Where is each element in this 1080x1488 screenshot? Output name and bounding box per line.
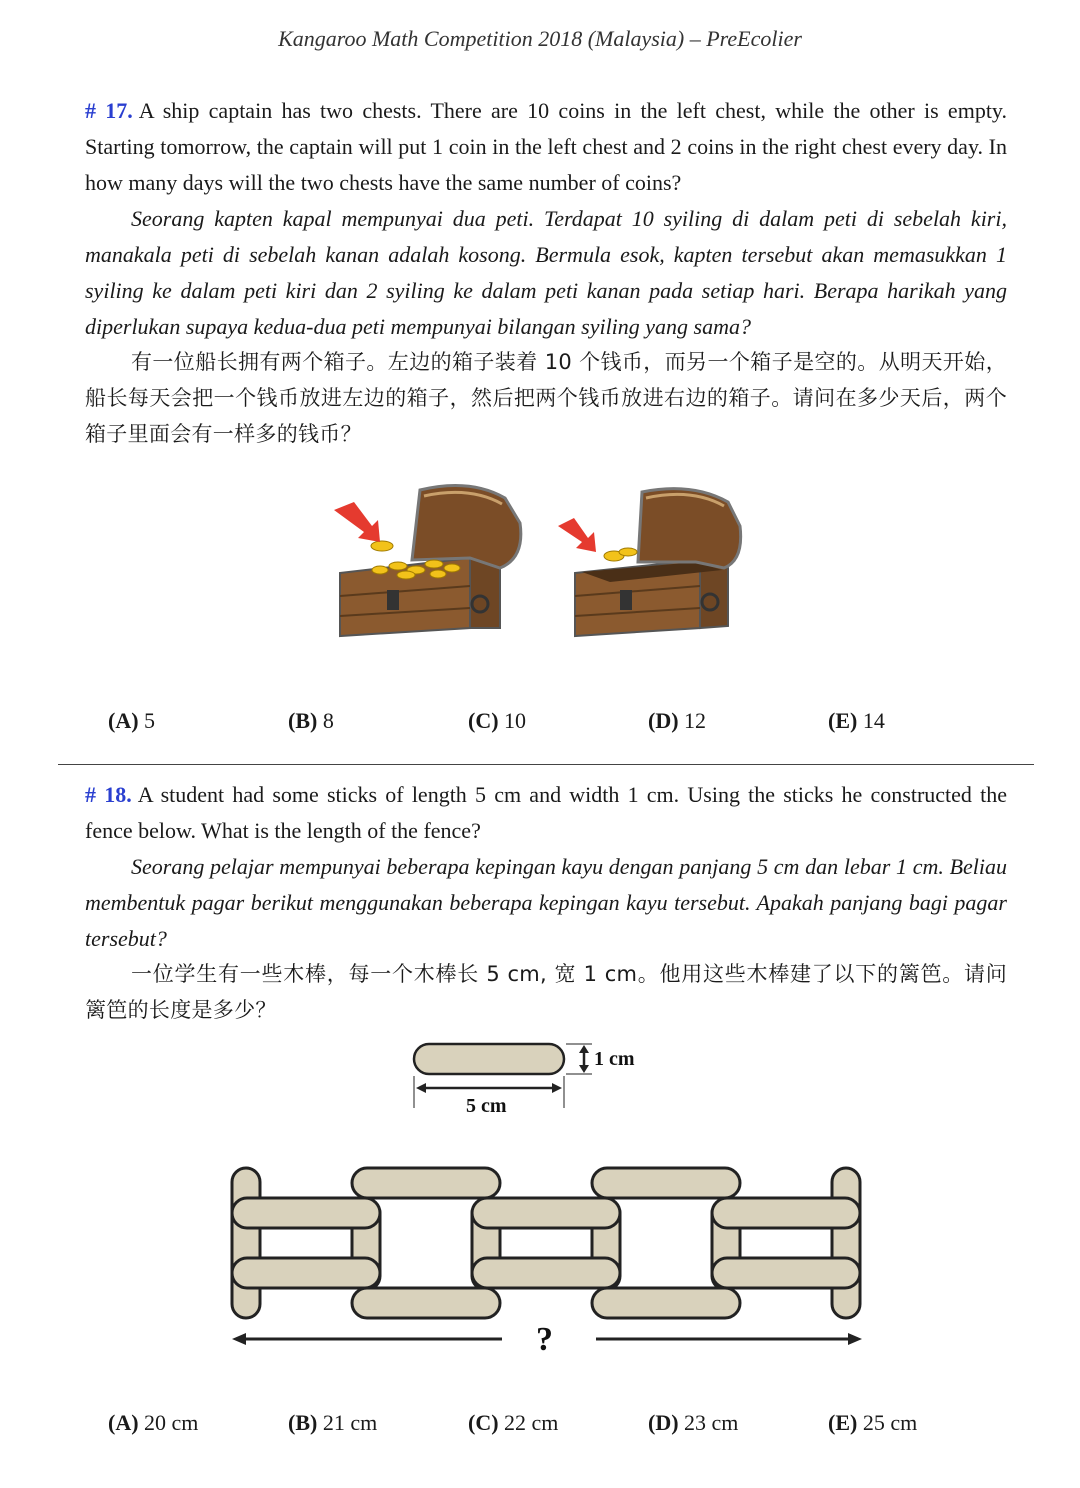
fence-rail (712, 1198, 860, 1228)
choice-letter: (C) (468, 1410, 499, 1435)
choice-letter: (B) (288, 708, 318, 733)
q17-malay: Seorang kapten kapal mempunyai dua peti. Terdapat 10 syiling di dalam peti di sebelah kiri, manakala peti di sebelah kanan adalah kosong. Bermula esok, kapten tersebut akan memasukkan 1 syiling ke dalam peti kiri dan 2 syiling ke dalam peti kanan pada setiap hari. Berapa harikah yang diperlukan supaya kedua-dua peti mempunyai bilangan syiling yang sama? (85, 206, 1007, 339)
q18-english (85, 777, 1007, 849)
choice-text: 23 cm (678, 1410, 739, 1435)
q17-english-text: A ship captain has two chests. There are 10 coins in the left chest, while the other is empty. Starting tomorrow, the captain will put 1 coin in the left chest and 2 coins in the right chest every day. In how many days will the two chests have the same number of coins? (85, 98, 1007, 195)
q18-number: # 18. (85, 782, 132, 807)
q17-choice-b[interactable] (288, 708, 334, 734)
fence-rail (712, 1258, 860, 1288)
fence-rail (232, 1258, 380, 1288)
choice-letter: (D) (648, 1410, 679, 1435)
fence-question-mark: ? (536, 1321, 553, 1358)
length-label: 5 cm (466, 1095, 507, 1117)
q17-chinese: 有一位船长拥有两个箱子。左边的箱子装着 10 个钱币，而另一个箱子是空的。从明天开始，船长每天会把一个钱币放进左边的箱子，然后把两个钱币放进右边的箱子。请问在多少天后，两个箱子里面会有一样多的钱币？ (85, 350, 1007, 446)
choice-letter: (E) (828, 1410, 858, 1435)
q18-choice-c[interactable] (468, 1410, 558, 1436)
q17-choice-d[interactable] (648, 708, 706, 734)
sample-stick (414, 1044, 564, 1074)
falling-coin-left (371, 541, 393, 551)
choice-text: 20 cm (138, 1410, 199, 1435)
fence-rail (352, 1168, 500, 1198)
fence-rail (352, 1288, 500, 1318)
q17-english (85, 93, 1007, 201)
q18-malay: Seorang pelajar mempunyai beberapa kepingan kayu dengan panjang 5 cm dan lebar 1 cm. Beliau membentuk pagar berikut menggunakan beberapa kepingan kayu tersebut. Apakah panjang bagi pagar tersebut? (85, 854, 1007, 951)
fence-figure (220, 1160, 880, 1360)
choice-letter: (A) (108, 1410, 139, 1435)
right-chest-empty (558, 489, 741, 636)
page-header: Kangaroo Math Competition 2018 (Malaysia) – PreEcolier (278, 26, 802, 51)
stick-dimension-figure (400, 1036, 660, 1120)
fence-rail (592, 1168, 740, 1198)
choice-letter: (B) (288, 1410, 318, 1435)
section-divider (58, 764, 1034, 765)
q17-choice-e[interactable] (828, 708, 885, 734)
q18-choice-b[interactable] (288, 1410, 377, 1436)
left-chest-full (334, 486, 521, 637)
q18-chinese: 一位学生有一些木棒，每一个木棒长 5 cm, 宽 1 cm。他用这些木棒建了以下的篱笆。请问篱笆的长度是多少？ (85, 962, 1007, 1022)
q18-choice-a[interactable] (108, 1410, 198, 1436)
choice-text: 14 (857, 708, 885, 733)
q18-choice-e[interactable] (828, 1410, 917, 1436)
choice-text: 25 cm (857, 1410, 918, 1435)
fence-rail (232, 1198, 380, 1228)
choice-letter: (D) (648, 708, 679, 733)
choice-text: 10 (498, 708, 527, 733)
width-label: 1 cm (594, 1048, 635, 1070)
choice-text: 21 cm (317, 1410, 378, 1435)
fence-rail (472, 1198, 620, 1228)
q18-english-text: A student had some sticks of length 5 cm and width 1 cm. Using the sticks he constructed the fence below. What is the length of the fence? (85, 782, 1008, 843)
choice-letter: (A) (108, 708, 139, 733)
choice-text: 5 (138, 708, 156, 733)
choice-letter: (E) (828, 708, 858, 733)
fence-post (232, 1168, 260, 1318)
q18-choice-d[interactable] (648, 1410, 738, 1436)
red-arrow-left-icon (334, 502, 380, 542)
choice-text: 8 (317, 708, 334, 733)
q17-choice-c[interactable] (468, 708, 526, 734)
treasure-chests-figure (320, 478, 770, 658)
q17-number: # 17. (85, 98, 133, 123)
q17-choice-a[interactable] (108, 708, 155, 734)
choice-text: 22 cm (498, 1410, 559, 1435)
choice-text: 12 (678, 708, 707, 733)
fence-rail (592, 1288, 740, 1318)
fence-rail (472, 1258, 620, 1288)
red-arrow-right-icon (558, 518, 596, 552)
choice-letter: (C) (468, 708, 499, 733)
fence-post (832, 1168, 860, 1318)
